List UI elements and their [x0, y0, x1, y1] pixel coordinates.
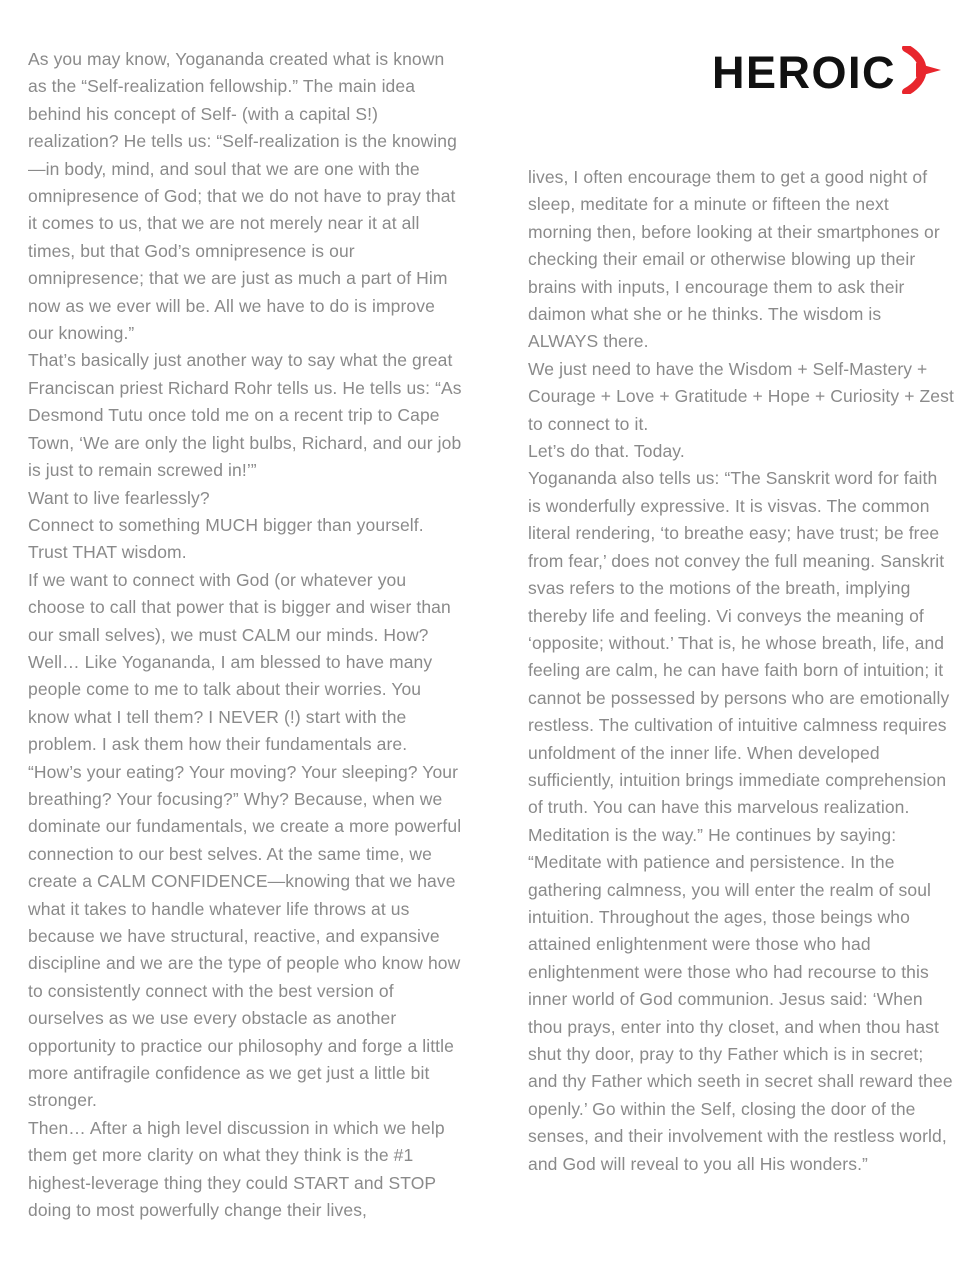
paragraph: enlightenment were those who had recourse to this inner world of God communion. Jesus said: ‘When thou prays, enter into thy closet, and when thou hast shut thy door, pray to thy Father which is in secret; and thy Father which seeth in secret shall reward thee openly.’ Go within the Self, closing the door of the senses, and their involvement with the restless world, and God will reveal to you all His wonders.” [528, 961, 953, 1174]
paragraph: Then… After a high level discussion in which we help them get more clarity on what they think is the #1 highest-leverage thing they could START and STOP doing to most powerfully change their lives, [28, 1117, 445, 1221]
heroic-arrow-icon [900, 46, 942, 99]
paragraph: That’s basically just another way to say what the great Franciscan priest Richard Rohr tells us. He tells us: “As Desmond Tutu once told me on a recent trip to Cape Town, ‘We are only the light bulbs, Richard, and our job is just to remain screwed in!’” [28, 350, 462, 481]
paragraph: Let’s do that. Today. [528, 441, 685, 462]
paragraph: Connect to something MUCH bigger than yourself. Trust THAT wisdom. [28, 514, 424, 563]
heroic-logo [528, 48, 954, 96]
paragraph: Want to live fearlessly? [28, 487, 210, 508]
right-text-column [528, 46, 954, 1269]
left-text-column [28, 46, 464, 1269]
paragraph: We just need to have the Wisdom + Self-Mastery + Courage + Love + Gratitude + Hope + Curiosity + Zest to connect to it. [528, 358, 954, 434]
heroic-logo-text: HEROIC [711, 46, 896, 98]
paragraph: If we want to connect with God (or whatever you choose to call that power that is bigger and wiser than our small selves), we must CALM our minds. How? Well… Like Yogananda, I am blessed to have many people come to me to talk about their worries. You know what I tell them? I NEVER (!) start with the problem. I ask them how their fundamentals are. “How’s your eating? Your moving? Your sleeping? Your breathing? Your focusing?” Why? Because, when we dominate our fundamentals, we create a more powerful connection to our best selves. At the same time, we create a CALM CONFIDENCE—knowing that we have what it takes to handle whatever life throws at us because we have structural, reactive, and expansive discipline and we are the type of people who know how to consistently connect with the best version of ourselves as we use every obstacle as another opportunity to practice our philosophy and forge a little more antifragile confidence as we get just a little bit stronger. [28, 569, 462, 1111]
paragraph: As you may know, Yogananda created what is known as the “Self-realization fellowship.” The main idea behind his concept of Self- (with a capital S!) realization? He tells us: “Self-realization is the knowing—in body, mind, and soul that we are one with the omnipresence of God; that we do not have to pray that it comes to us, that we are not merely near it at all times, but that God’s omnipresence is our omnipresence; that we are just as much a part of Him now as we ever will be. All we have to do is improve our knowing.” [28, 49, 457, 344]
paragraph: lives, I often encourage them to get a good night of sleep, meditate for a minute or fifteen the next morning then, before looking at their smartphones or checking their email or otherwise blowing up their brains with inputs, I encourage them to ask their daimon what she or he thinks. The wisdom is ALWAYS there. [528, 167, 940, 352]
paragraph: Yogananda also tells us: “The Sanskrit word for faith is wonderfully expressive. It is visvas. The common literal rendering, ‘to breathe easy; have trust; be free from fear,’ does not convey the full meaning. Sanskrit svas refers to the motions of the breath, implying thereby life and feeling. Vi conveys the meaning of ‘opposite; without.’ That is, he whose breath, life, and feeling are calm, he can have faith born of intuition; it cannot be possessed by persons who are emotionally restless. The cultivation of intuitive calmness requires unfoldment of the inner life. When developed sufficiently, intuition brings immediate comprehension of truth. You can have this marvelous realization. Meditation is the way.” He continues by saying: “Meditate with patience and persistence. In the gathering calmness, you will enter the realm of soul intuition. Throughout the ages, those beings who attained enlightenment were those who had [528, 468, 950, 955]
right-text-block [528, 164, 954, 1178]
column-gap [464, 46, 528, 1269]
